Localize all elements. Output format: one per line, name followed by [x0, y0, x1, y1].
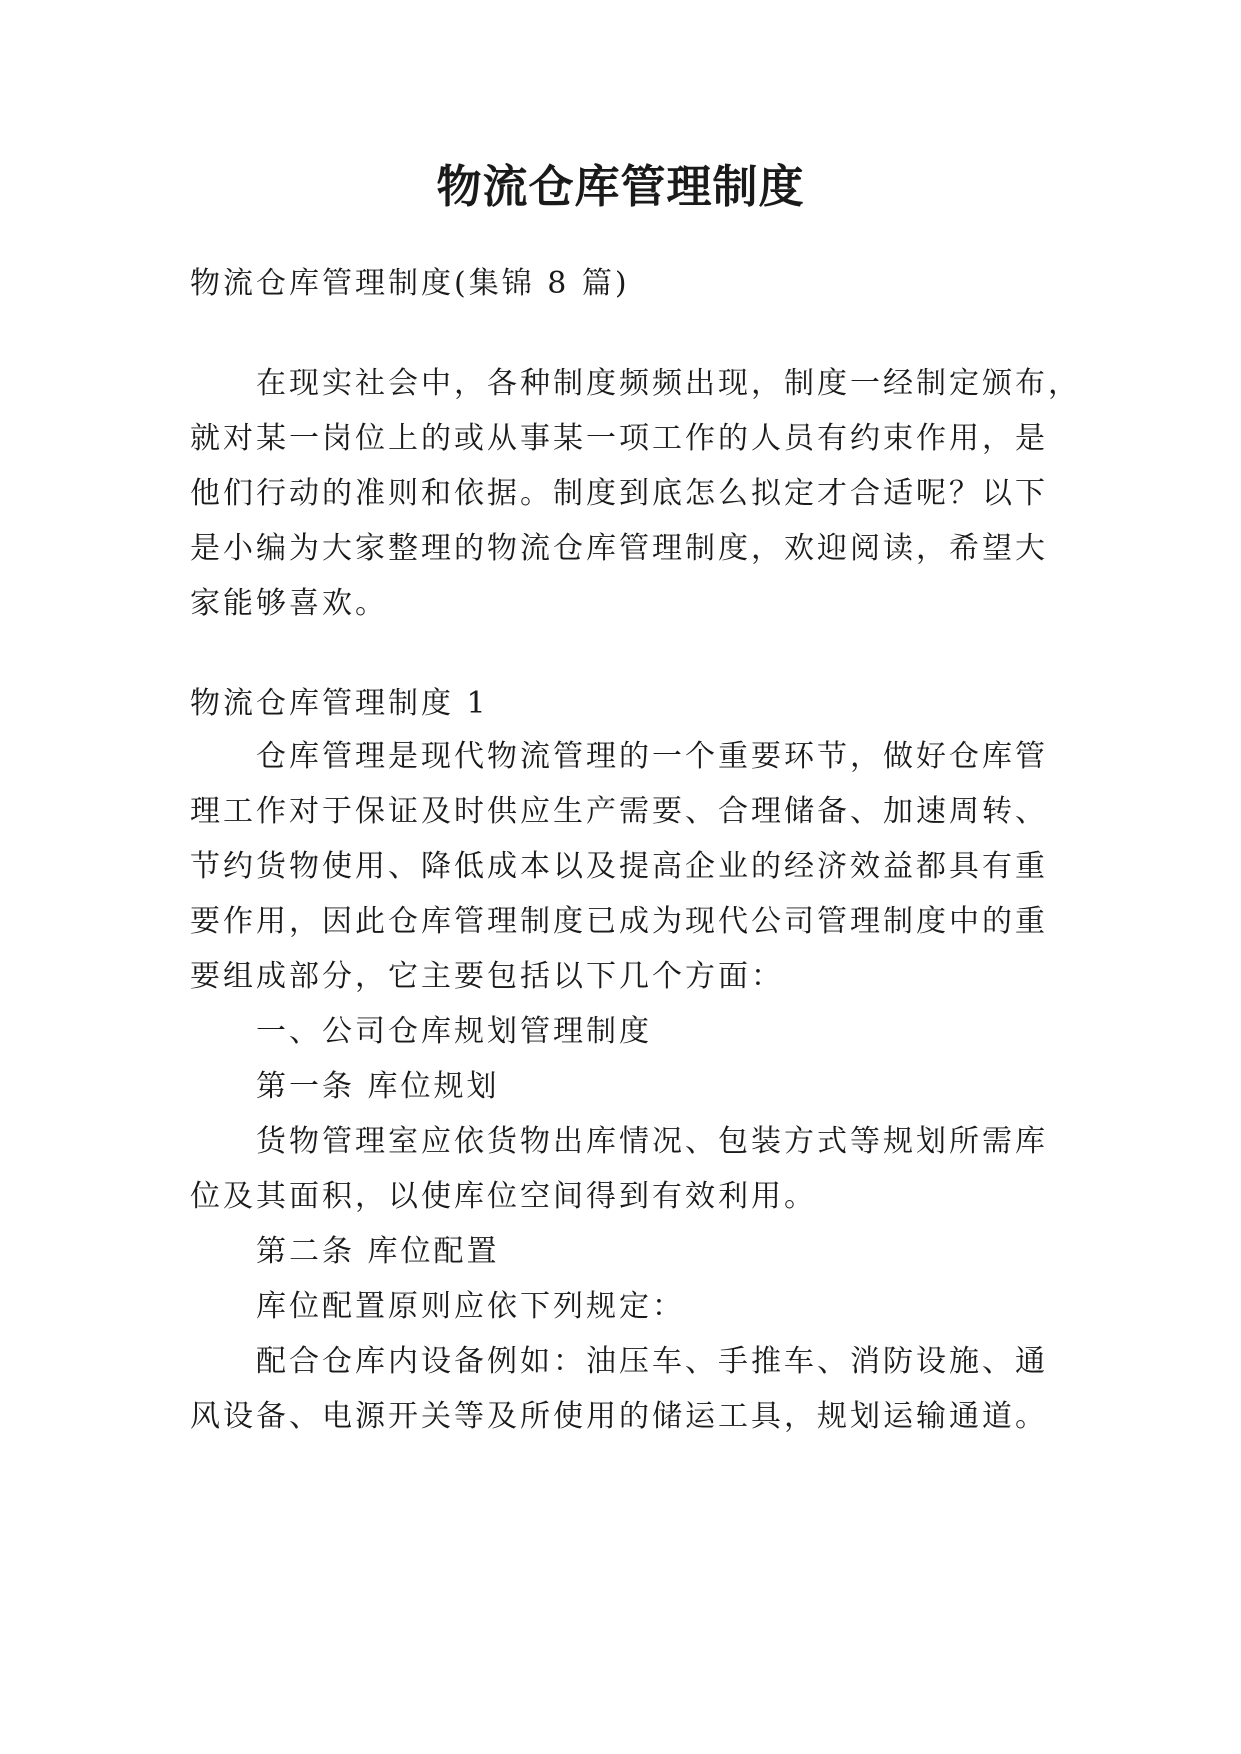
- article-line: 货物管理室应依货物出库情况、包装方式等规划所需库: [256, 1124, 1048, 1159]
- intro-line: 家能够喜欢。: [190, 586, 388, 621]
- section-line: 要作用，因此仓库管理制度已成为现代公司管理制度中的重: [190, 904, 1048, 939]
- intro-line: 就对某一岗位上的或从事某一项工作的人员有约束作用，是: [190, 421, 1048, 456]
- article-heading: 第二条 库位配置: [256, 1234, 500, 1269]
- section-line: 节约货物使用、降低成本以及提高企业的经济效益都具有重: [190, 849, 1048, 884]
- section-line: 要组成部分，它主要包括以下几个方面：: [190, 959, 784, 994]
- article-heading: 第一条 库位规划: [256, 1069, 500, 1104]
- intro-line: 在现实社会中，各种制度频频出现，制度一经制定颁布，: [256, 366, 1081, 401]
- article-line: 位及其面积，以使库位空间得到有效利用。: [190, 1179, 817, 1214]
- part-heading: 一、公司仓库规划管理制度: [256, 1014, 652, 1049]
- article-line: 配合仓库内设备例如：油压车、手推车、消防设施、通: [256, 1344, 1048, 1379]
- article-line: 库位配置原则应依下列规定：: [256, 1289, 685, 1324]
- section-line: 仓库管理是现代物流管理的一个重要环节，做好仓库管: [256, 739, 1048, 774]
- intro-line: 是小编为大家整理的物流仓库管理制度，欢迎阅读，希望大: [190, 531, 1048, 566]
- document-subtitle: 物流仓库管理制度(集锦 8 篇): [190, 266, 630, 301]
- document-title: 物流仓库管理制度: [436, 160, 805, 213]
- section-heading: 物流仓库管理制度 1: [190, 686, 489, 721]
- article-line: 风设备、电源开关等及所使用的储运工具，规划运输通道。: [190, 1399, 1048, 1434]
- section-line: 理工作对于保证及时供应生产需要、合理储备、加速周转、: [190, 794, 1048, 829]
- intro-line: 他们行动的准则和依据。制度到底怎么拟定才合适呢？以下: [190, 476, 1048, 511]
